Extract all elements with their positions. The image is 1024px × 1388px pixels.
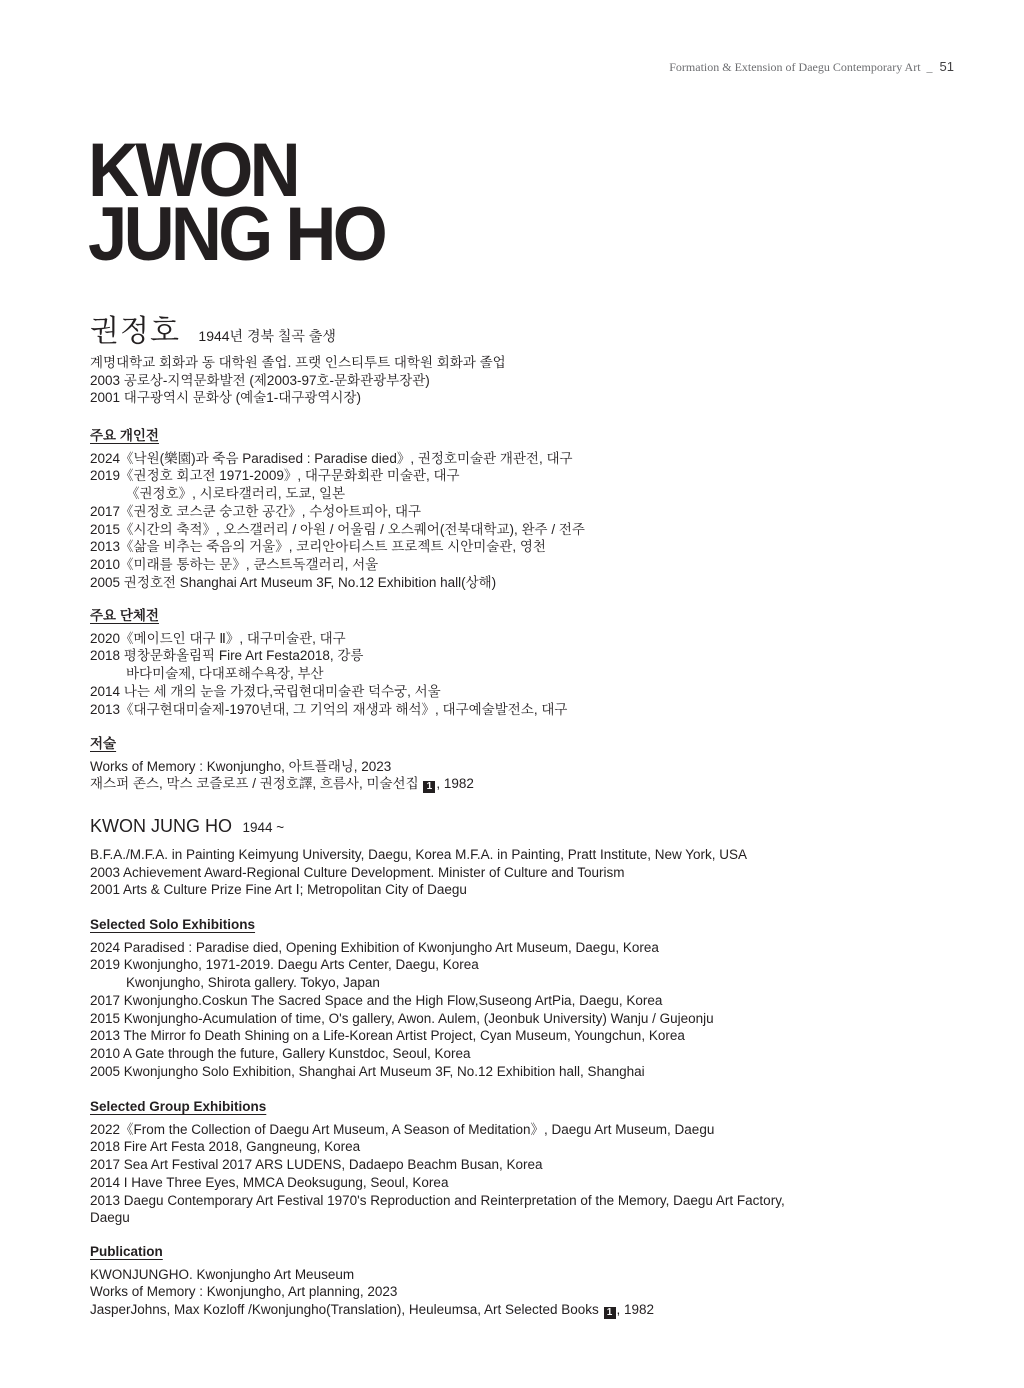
korean-publication-text: 재스퍼 존스, 막스 코즐로프 / 권정호譯, 흐름사, 미술선집	[90, 776, 419, 792]
korean-group-item: 2014 나는 세 개의 눈을 가졌다,국립현대미술관 덕수궁, 서울	[90, 683, 441, 699]
english-bio-line: B.F.A./M.F.A. in Painting Keimyung University, Daegu, Korea M.F.A. in Painting, Pratt Institute, New York, USA	[90, 847, 748, 862]
running-title: Formation & Extension of Daegu Contemporary Art	[669, 60, 921, 74]
english-bio-line: 2001 Arts & Culture Prize Fine Art Ⅰ; Metropolitan City of Daegu	[90, 882, 467, 898]
korean-solo-item: 2005 권정호전 Shanghai Art Museum 3F, No.12 Exhibition hall(상해)	[90, 574, 497, 590]
english-solo-section	[90, 916, 984, 1080]
english-solo-item: 2015 Kwonjungho-Acumulation of time, O's gallery, Awon. Aulem, (Jeonbuk University) Wanju / Gujeonju	[90, 1010, 714, 1026]
korean-publication-year: , 1982	[436, 776, 474, 792]
english-group-item: 2017 Sea Art Festival 2017 ARS LUDENS, Dadaepo Beachm Busan, Korea	[90, 1157, 543, 1173]
korean-bio-line: 2003 공로상-지역문화발전 (제2003-97호-문화관광부장관)	[90, 372, 430, 388]
korean-bio	[90, 354, 984, 407]
korean-name: 권정호	[90, 315, 180, 348]
english-name-row	[90, 816, 284, 837]
korean-bio-line: 2001 대구광역시 문화상 (예술1-대구광역시장)	[90, 390, 361, 406]
korean-group-item: 2020《메이드인 대구 Ⅱ》, 대구미술관, 대구	[90, 630, 346, 646]
korean-solo-item: 《권정호》, 시로타갤러리, 도쿄, 일본	[126, 486, 346, 502]
english-solo-item: 2010 A Gate through the future, Gallery Kunstdoc, Seoul, Korea	[90, 1045, 471, 1061]
english-group-item: 2014 I Have Three Eyes, MMCA Deoksugung, Seoul, Korea	[90, 1174, 449, 1190]
korean-publication-item: Works of Memory : Kwonjungho, 아트플래닝, 2023	[90, 758, 392, 774]
english-solo-item: 2013 The Mirror fo Death Shining on a Life-Korean Artist Project, Cyan Museum, Youngchun, Korea	[90, 1028, 685, 1044]
english-publication-heading: Publication	[90, 1244, 163, 1259]
artist-name-line1: KWON	[88, 128, 297, 213]
english-group-heading: Selected Group Exhibitions	[90, 1099, 267, 1114]
korean-publication-section	[90, 735, 984, 793]
english-bio	[90, 846, 984, 899]
english-publication-year: , 1982	[616, 1302, 655, 1318]
english-group-section	[90, 1098, 984, 1227]
running-header	[669, 59, 954, 75]
page-number: 51	[939, 59, 954, 74]
english-solo-item: 2019 Kwonjungho, 1971-2019. Daegu Arts Center, Daegu, Korea	[90, 957, 479, 973]
english-group-item: 2013 Daegu Contemporary Art Festival 1970's Reproduction and Reinterpretation of the Memory, Daegu Art Factory,	[90, 1192, 785, 1208]
english-publication-item	[90, 1301, 984, 1319]
english-publication-section	[90, 1243, 984, 1319]
korean-solo-item: 2015《시간의 축적》, 오스갤러리 / 아원 / 어울림 / 오스퀘어(전북대학교), 완주 / 전주	[90, 521, 585, 537]
artist-name-title	[88, 128, 385, 277]
korean-name-row	[90, 306, 336, 350]
korean-solo-item: 2013《삶을 비추는 죽음의 거울》, 코리안아티스트 프로젝트 시안미술관, 영천	[90, 539, 546, 555]
english-solo-item: 2005 Kwonjungho Solo Exhibition, Shanghai Art Museum 3F, No.12 Exhibition hall, Shanghai	[90, 1063, 645, 1079]
volume-number-icon: 1	[423, 781, 435, 793]
korean-publication-heading: 저술	[90, 736, 117, 751]
english-solo-item: 2024 Paradised : Paradise died, Opening Exhibition of Kwonjungho Art Museum, Daegu, Korea	[90, 939, 659, 955]
korean-group-heading: 주요 단체전	[90, 608, 159, 623]
english-years: 1944 ~	[242, 820, 285, 835]
english-bio-line: 2003 Achievement Award-Regional Culture Development. Minister of Culture and Tourism	[90, 864, 625, 880]
korean-group-item: 바다미술제, 다대포해수욕장, 부산	[126, 666, 324, 682]
korean-group-item: 2013《대구현대미술제-1970년대, 그 기억의 재생과 해석》, 대구예술발전소, 대구	[90, 701, 568, 717]
korean-solo-item: 2010《미래를 통하는 문》, 쿤스트독갤러리, 서울	[90, 556, 379, 572]
korean-solo-item: 2019《권정호 회고전 1971-2009》, 대구문화회관 미술관, 대구	[90, 468, 460, 484]
korean-bio-line: 계명대학교 회화과 동 대학원 졸업. 프랫 인스티투트 대학원 회화과 졸업	[90, 355, 506, 370]
english-publication-text: JasperJohns, Max Kozloff /Kwonjungho(Translation), Heuleumsa, Art Selected Books	[90, 1302, 599, 1318]
korean-publication-item	[90, 775, 984, 793]
korean-group-item: 2018 평창문화올림픽 Fire Art Festa2018, 강릉	[90, 648, 364, 664]
korean-group-section	[90, 607, 984, 718]
english-solo-item: Kwonjungho, Shirota gallery. Tokyo, Japan	[126, 975, 380, 991]
artist-name-line2: JUNG HO	[88, 192, 385, 277]
english-group-item: 2022《From the Collection of Daegu Art Museum, A Season of Meditation》, Daegu Art Museum, Daegu	[90, 1121, 715, 1137]
english-group-item: Daegu	[90, 1210, 130, 1226]
english-solo-heading: Selected Solo Exhibitions	[90, 917, 256, 932]
korean-birth-info: 1944년 경북 칠곡 출생	[198, 328, 336, 344]
english-group-item: 2018 Fire Art Festa 2018, Gangneung, Korea	[90, 1139, 361, 1155]
volume-number-icon: 1	[604, 1307, 616, 1319]
korean-solo-section	[90, 427, 984, 591]
english-publication-item: KWONJUNGHO. Kwonjungho Art Meuseum	[90, 1266, 355, 1282]
english-solo-item: 2017 Kwonjungho.Coskun The Sacred Space and the High Flow,Suseong ArtPia, Daegu, Korea	[90, 992, 663, 1008]
english-publication-item: Works of Memory : Kwonjungho, Art planning, 2023	[90, 1284, 398, 1300]
korean-solo-item: 2024《낙원(樂園)과 죽음 Paradised : Paradise died》, 권정호미술관 개관전, 대구	[90, 450, 573, 466]
english-name: KWON JUNG HO	[90, 816, 232, 836]
korean-solo-heading: 주요 개인전	[90, 428, 159, 443]
korean-solo-item: 2017《권정호 코스쿤 숭고한 공간》, 수성아트피아, 대구	[90, 503, 422, 519]
header-separator: _	[926, 60, 933, 74]
